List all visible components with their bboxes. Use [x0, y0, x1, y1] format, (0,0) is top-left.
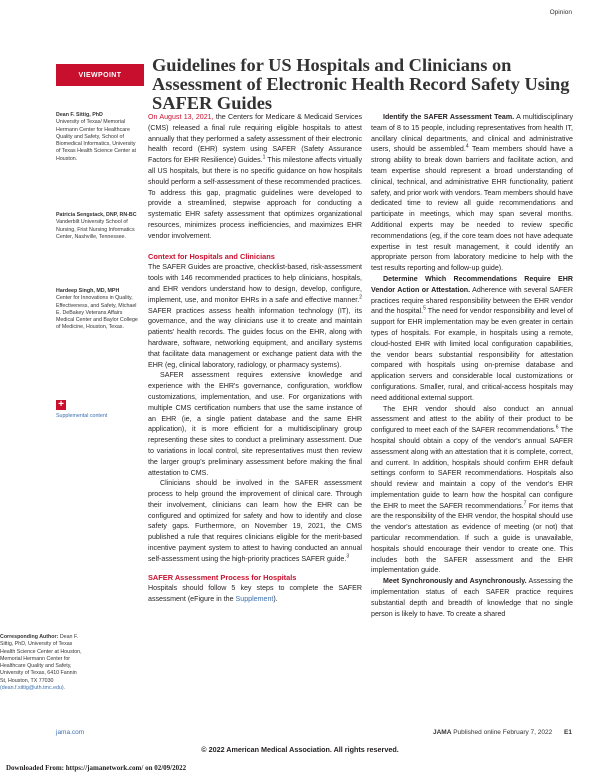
author-affiliation: Vanderbilt University School of Nursing, Frist Nursing Informatics Center, Nashville, Tennessee. — [56, 219, 135, 240]
journal-name: JAMA — [432, 729, 452, 736]
citation-sup: 4 — [465, 144, 469, 151]
author-block — [56, 288, 138, 332]
author-name: Dean F. Sittig, PhD — [56, 112, 103, 118]
text-run: the Centers for Medicare & Medicaid Services (CMS) released a final rule requiring eligible hospitals to attest annually that they performed a safety assessment of their electronic health record (EHR) system using SAFER (Safety Assurance Factors for EHR Resilience) Guides. — [148, 113, 362, 165]
text-run: Clinicians should be involved in the SAFER assessment process to help ground the improvement of clinical care. Through their involvement, clinicians can learn how the EHR can be configured and optimized for safety and how to identify and close safety gaps. Furthermore, on November 19, 2021, the CMS published a rule that requires clinicians eligible for the merit-based incentive payment system to attest to having conducted an annual self-assessment using the high-priority practices SAFER guide. — [148, 479, 362, 563]
body-paragraph: SAFER assessment requires extensive knowledge and experience with the EHR's governance, configuration, workflow customizations, implementation, and use. For organizations with multiple CMS certification numbers that use the same instance of an EHR (ie, a single patient database and the same EHR application), it is more efficient for a multidisciplinary group representing these sites to conduct a preliminary assessment. Due to variations in local control, site representatives must then review the larger group's preliminary assessment before making the final attestation to CMS. — [148, 371, 362, 477]
supplemental-link[interactable] — [56, 400, 138, 420]
body-paragraph — [148, 478, 362, 564]
viewpoint-tag: VIEWPOINT — [56, 64, 144, 86]
supplemental-label[interactable]: Supplemental content — [56, 413, 108, 419]
body-column-left — [148, 112, 362, 605]
date-lead: On August 13, 2021, — [148, 113, 214, 121]
text-run: SAFER practices assess health information technology (IT), its governance, and the way clinicians use it to create and maintain patients' health records. The guides focus on the EHR, along with hardware, software, networking equipment, and ancillary systems that facilitate data management or exchange patient data with the EHR (eg, clinical laboratory, radiology, or pharmacy systems). — [148, 306, 362, 369]
citation-sup: 1 — [262, 154, 266, 161]
plus-icon: + — [56, 400, 66, 410]
body-paragraph — [148, 262, 362, 370]
corresponding-author — [0, 634, 82, 692]
citation-sup: 5 — [423, 305, 426, 312]
author-block — [56, 212, 138, 241]
citation-sup: 3 — [346, 553, 350, 560]
corresponding-heading: Corresponding Author: — [0, 634, 59, 640]
body-paragraph — [371, 274, 573, 404]
author-affiliation: Center for Innovations in Quality, Effectiveness, and Safety, Michael E. DeBakey Veterans Affairs Medical Center and Baylor College of Medicine, Houston, Texas. — [56, 295, 138, 331]
supplement-link[interactable]: Supplement — [235, 595, 274, 604]
body-paragraph — [371, 404, 573, 577]
body-paragraph — [371, 112, 573, 274]
run-in-heading: Determine Which Recommendations Require EHR Vendor Action or Attestation. — [371, 274, 573, 294]
download-notice: Downloaded From: https://jamanetwork.com/ on 02/09/2022 — [6, 764, 187, 772]
author-affiliation: University of Texas/ Memorial Hermann Center for Healthcare Quality and Safety, School of Biomedical Informatics, University of Texas Health Science Center at Houston. — [56, 119, 136, 162]
text-run: The hospital should obtain a copy of the vendor's annual SAFER assessment along with an attestation that it is complete, correct, and current. In addition, hospitals should confirm EHR default settings conform to SAFER recommendations. Hospitals also should review and maintain a copy of the vendor's EHR implementation guide to learn how the hospital can configure the EHR to meet the SAFER recommendations. — [371, 426, 573, 510]
footer-url-link[interactable]: jama.com — [56, 729, 85, 736]
author-block — [56, 112, 138, 163]
corresponding-text: Dean F. Sittig, PhD, University of Texas Health Science Center at Houston, Memorial Hermann Center for Healthcare Quality and Safety, University of Texas, 6410 Fannin St, Houston, TX 77030 — [0, 634, 82, 684]
text-run: For items that are the responsibility of the EHR vendor, the hospital should use the vendor's attestation as evidence of meeting (or not) that particular recommendation. If such a guide is unavailable, hospitals should encourage their vendor to create one. This includes both the SAFER assessment and the EHR implementation guide. — [371, 501, 573, 575]
section-heading: Context for Hospitals and Clinicians — [148, 251, 275, 261]
corresponding-email-link[interactable]: (dean.f.sittig@uth.tmc.edu). — [0, 685, 66, 692]
body-paragraph — [148, 583, 362, 605]
citation-sup: 2 — [359, 294, 362, 301]
text-run: Assessing the implementation status of each SAFER practice requires substantial depth and breadth of knowledge that no single person is likely to have. To create a shared — [371, 577, 573, 618]
text-run: Team members should have a strong ability to break down barriers and facilitate action, and team expertise should represent a broad understanding of clinical, technical, and administrative EHR functionality, patient safety, and prior work with vendors. Team members should have dedicated time to review all guide recommendations and participate in meetings, which may span several months. Additional experts may be needed to review specific recommendations (eg, if the core team does not have adequate expertise in test result management, it could identify an appropriate person from laboratory medicine to help with the test results reporting and follow-up guide). — [371, 145, 574, 273]
text-run: The EHR vendor should also conduct an annual assessment and attest to the ability of their product to be configured to meet each of the SAFER recommendations. — [371, 404, 573, 435]
section-heading: SAFER Assessment Process for Hospitals — [148, 572, 297, 582]
author-name: Patricia Sengstack, DNP, RN-BC — [56, 212, 137, 218]
text-run: The need for vendor responsibility and level of support for EHR implementation may be even greater in certain types of hospitals. For example, in hospitals using a remote, cloud-hosted EHR with limited local configuration capabilities, the vendor bears substantial responsibility for attestation compared with hospitals using on-premise database and application servers and considerable local customizations or configurations. Smaller, rural, and critical-access hospitals may need additional external support. — [371, 307, 573, 402]
body-column-right — [371, 112, 573, 619]
run-in-heading: Identify the SAFER Assessment Team. — [383, 113, 515, 121]
body-paragraph — [371, 576, 573, 619]
text-run: The SAFER Guides are proactive, checklist-based, risk-assessment tools with 146 recommended practices to help clinicians, hospitals, and EHR vendors understand how to design, develop, configure, implement, use, and monitor EHRs in a safe and effective manner. — [148, 263, 362, 304]
citation-sup: 6 — [555, 424, 559, 431]
published-date: Published online February 7, 2022 — [453, 729, 553, 736]
citation-sup: 7 — [523, 500, 527, 507]
footer-meta — [433, 729, 572, 736]
author-name: Hardeep Singh, MD, MPH — [56, 288, 120, 294]
text-run: A multidisciplinary team of 8 to 15 people, including representatives from health IT, ancillary clinical departments, and clinical and administrative users, should be assembled. — [371, 113, 573, 154]
article-title: Guidelines for US Hospitals and Clinicians on Assessment of Electronic Health Record Safety Using SAFER Guides — [152, 55, 570, 113]
run-in-heading: Meet Synchronously and Asynchronously. — [383, 577, 527, 586]
text-run: Adherence with several SAFER practices require shared responsibility between the EHR vendor and the hospital. — [371, 285, 574, 316]
text-run: ). — [273, 595, 278, 604]
text-run: Hospitals should follow 5 key steps to complete the SAFER assessment (eFigure in the — [148, 584, 362, 604]
text-run: This milestone affects virtually all US hospitals, but there is no specific guidance on how hospitals should perform a self-assessment of these recommended practices. To address this gap, pragmatic guidelines were developed to provide a streamlined, stepwise approach for conducting a systematic EHR safety assessment that optimizes organizational resources, minimizes process inefficiencies, and maximizes EHR vendor involvement. — [148, 156, 362, 240]
copyright-line: © 2022 American Medical Association. All rights reserved. — [201, 745, 399, 754]
body-paragraph — [148, 112, 362, 242]
section-label: Opinion — [549, 9, 572, 16]
page-number: E1 — [564, 729, 572, 736]
